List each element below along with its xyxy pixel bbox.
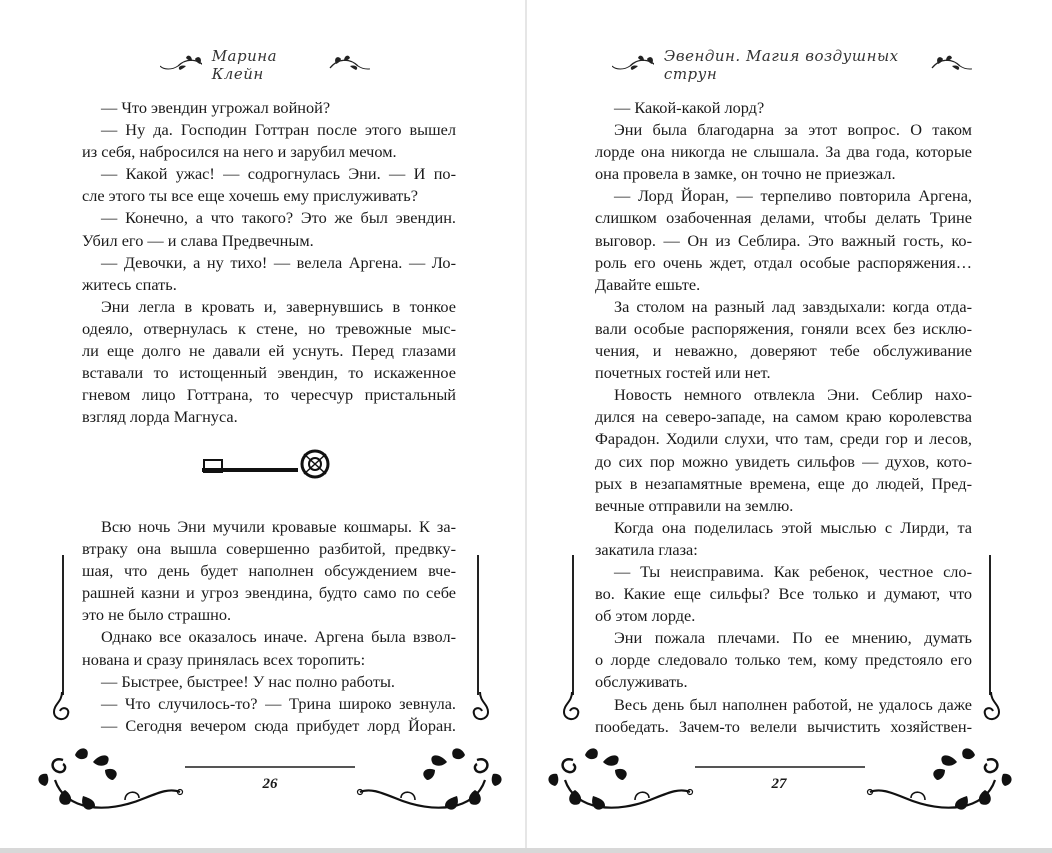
text-line: вали особые распоряжения, гоняли всех без исклю- <box>595 318 972 338</box>
text-line: слишком озабоченная делами, чтобы делать Трине <box>595 208 972 228</box>
text-block <box>82 97 456 428</box>
author-name: Марина Клейн <box>211 47 278 83</box>
text-line: лорде она никогда не слышала. За два года, которые <box>595 142 972 162</box>
text-line: Весь день был наполнен работой, не удалось даже <box>614 694 972 714</box>
text-line: закатила глаза: <box>595 539 698 559</box>
text-line: ли еще долго не давали ей уснуть. Перед глазами <box>82 341 456 361</box>
text-line: житесь спать. <box>82 274 177 294</box>
corner-flourish-icon <box>865 740 1015 820</box>
text-line: рых в незапамятные времена, еще до людей, Пред- <box>595 473 972 493</box>
page-bottom-edge <box>0 848 1052 853</box>
page-number: 27 <box>771 776 787 792</box>
text-line: сле этого ты все еще хочешь ему прислуживать? <box>82 186 418 206</box>
book-title: Эвендин. Магия воздушных струн <box>663 47 899 83</box>
corner-flourish-icon <box>545 740 695 820</box>
text-line: Всю ночь Эни мучили кровавые кошмары. К за- <box>101 517 456 536</box>
text-line: — Что случилось-то? — Трина широко зевнула. <box>101 693 456 713</box>
frame-line <box>477 555 479 695</box>
text-line: Давайте ешьте. <box>595 274 701 294</box>
text-line: обслуживать. <box>595 672 688 692</box>
text-line: Новость немного отвлекла Эни. Себлир нахо- <box>614 385 972 405</box>
corner-flourish-icon <box>35 740 185 820</box>
text-line: — Ты неисправима. Как ребенок, честное сло- <box>614 561 972 581</box>
text-line: Эни была благодарна за этот вопрос. О таком <box>614 120 972 140</box>
text-line: она провела в замке, он точно не приезжал. <box>595 164 896 184</box>
right-page <box>527 0 1052 848</box>
text-line: гневом лицо Готтрана, то чересчур пристальный <box>82 385 456 405</box>
text-line: Эни пожала плечами. По ее мнению, думать <box>614 628 972 648</box>
page-number: 26 <box>262 776 278 792</box>
text-line: чения, и неважно, доверяют тебе обслуживание <box>595 341 972 361</box>
footer-rule <box>185 766 355 768</box>
text-block <box>82 516 456 737</box>
swirl-ornament-icon <box>562 692 584 726</box>
frame-line <box>989 555 991 695</box>
text-line: — Лорд Йоран, — терпеливо повторила Аргена, <box>614 186 972 206</box>
text-line: — Что эвендин угрожал войной? <box>101 98 331 117</box>
left-page <box>0 0 525 848</box>
text-line: дился на северо-западе, на самом краю королевства <box>595 407 972 427</box>
text-line: взгляд лорда Магнуса. <box>82 407 238 427</box>
text-line: шая, что день будет наполнен обсуждением вче- <box>82 561 456 581</box>
running-head <box>612 47 972 83</box>
text-line: до сих пор можно увидеть сильфов — духов, кото- <box>595 451 972 471</box>
text-line: Фарадон. Ходили слухи, что там, среди гор и лесов, <box>595 429 972 449</box>
sprig-ornament-icon <box>328 54 370 76</box>
text-line: рашней казни и угроз эвендина, будто само по себе <box>82 583 456 603</box>
text-line: — Конечно, а что такого? Это же был эвендин. <box>101 208 456 228</box>
frame-line <box>572 555 574 695</box>
text-line: — Какой-какой лорд? <box>614 98 765 117</box>
text-line: Когда она поделилась этой мыслью с Лирди, та <box>614 517 972 537</box>
text-line: роль его очень ждет, отдал особые распоряжения… <box>595 252 972 272</box>
text-line: За столом на разный лад завздыхали: когда отда- <box>614 296 972 316</box>
text-line: Убил его — и слава Предвечным. <box>82 230 314 250</box>
footer-rule <box>695 766 865 768</box>
text-line: во. Какие еще сильфы? Все только и думают, что <box>595 584 972 604</box>
text-line: выговор. — Он из Себлира. Это важный гость, ко- <box>595 230 972 250</box>
text-line: о лорде следовало только тем, кому предстояло его <box>595 650 972 670</box>
text-line: Эни легла в кровать и, завернувшись в тонкое <box>101 296 456 316</box>
key-ornament-icon <box>200 448 340 480</box>
text-line: вставали то истощенный эвендин, то искаженное <box>82 363 456 383</box>
swirl-ornament-icon <box>52 692 74 726</box>
text-line: одеяло, отвернулась к стене, но тревожные мыс- <box>82 318 456 338</box>
swirl-ornament-icon <box>979 692 1001 726</box>
sprig-ornament-icon <box>160 54 202 76</box>
text-line: почетных гостей или нет. <box>595 363 771 383</box>
text-line: это не было страшно. <box>82 605 232 625</box>
sprig-ornament-icon <box>612 54 654 76</box>
text-line: об этом лорде. <box>595 606 696 626</box>
running-head <box>160 47 370 83</box>
sprig-ornament-icon <box>930 54 972 76</box>
text-line: — Ну да. Господин Готтран после этого вышел <box>101 120 456 140</box>
text-line: пообедать. Зачем-то велели вычистить хозяйствен- <box>595 716 972 736</box>
text-line: — Девочки, а ну тихо! — велела Аргена. — Ло- <box>101 252 456 272</box>
text-line: из себя, набросился на него и зарубил мечом. <box>82 142 397 162</box>
text-line: втраку она вышла совершенно разбитой, предвку- <box>82 539 456 559</box>
text-block <box>595 97 972 738</box>
text-line: — Какой ужас! — содрогнулась Эни. — И по- <box>101 164 456 184</box>
text-line: нована и сразу принялась всех торопить: <box>82 649 366 669</box>
text-line: вечные отправили на землю. <box>595 495 794 515</box>
swirl-ornament-icon <box>468 692 490 726</box>
text-line: — Сегодня вечером сюда прибудет лорд Йоран. <box>101 715 456 735</box>
frame-line <box>62 555 64 695</box>
corner-flourish-icon <box>355 740 505 820</box>
text-line: Однако все оказалось иначе. Аргена была взвол- <box>101 627 456 647</box>
text-line: — Быстрее, быстрее! У нас полно работы. <box>101 671 395 691</box>
